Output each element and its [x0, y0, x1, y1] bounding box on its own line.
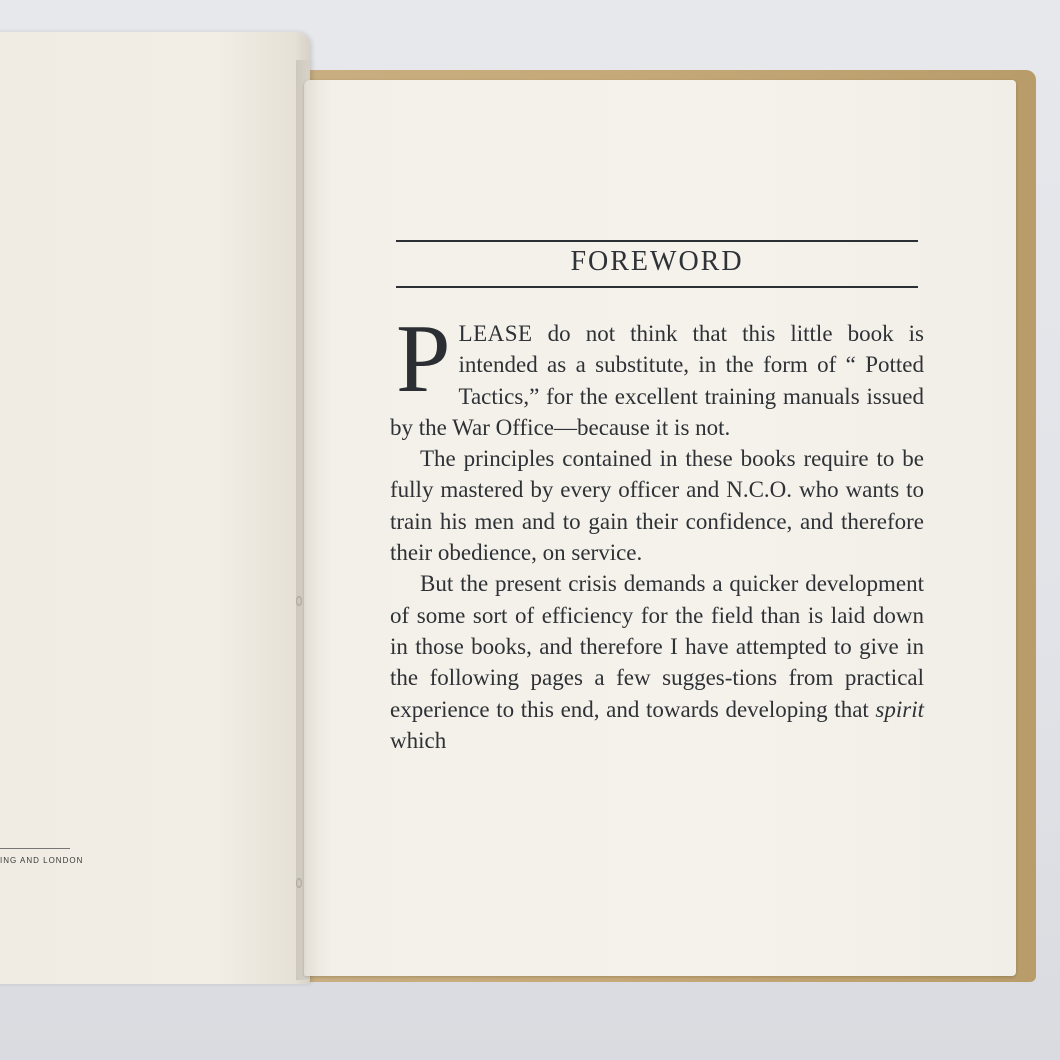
page-heading: FOREWORD	[570, 246, 744, 277]
lead-word: LEASE	[458, 321, 533, 346]
paragraph-3-tail: which	[390, 727, 447, 753]
paragraph-2: The principles contained in these books require to be fully mastered by every officer and N.C.O. who wants to train his men and to gain their confidence, and therefore their obedience, on service.	[390, 446, 924, 566]
drop-cap: P	[396, 305, 451, 413]
paragraph-1-text: do not think that this little book is intended as a substitute, in the form of “ Potted Tactics,” for the excellent training manuals issued by the War Office—because it is not.	[390, 321, 924, 440]
printer-imprint: ING AND LONDON	[0, 856, 84, 865]
heading-rule-bottom	[396, 286, 918, 288]
paragraph-1	[390, 305, 924, 443]
emphasis-word: spirit	[875, 696, 924, 722]
foreword-text	[390, 305, 924, 756]
paragraph-3-text: But the present crisis demands a quicker development of some sort of efficiency for the field than is laid down in those books, and therefore I have attempted to give in the following pages a few sugges-tions from practical experience to this end, and towards developing that	[390, 571, 924, 722]
book-gutter	[296, 60, 318, 980]
heading-rule-top	[396, 240, 918, 242]
imprint-rule	[0, 848, 70, 849]
paragraph-3	[390, 568, 924, 756]
left-page	[0, 32, 310, 984]
binding-stitch	[296, 878, 302, 888]
binding-stitch	[296, 596, 302, 606]
